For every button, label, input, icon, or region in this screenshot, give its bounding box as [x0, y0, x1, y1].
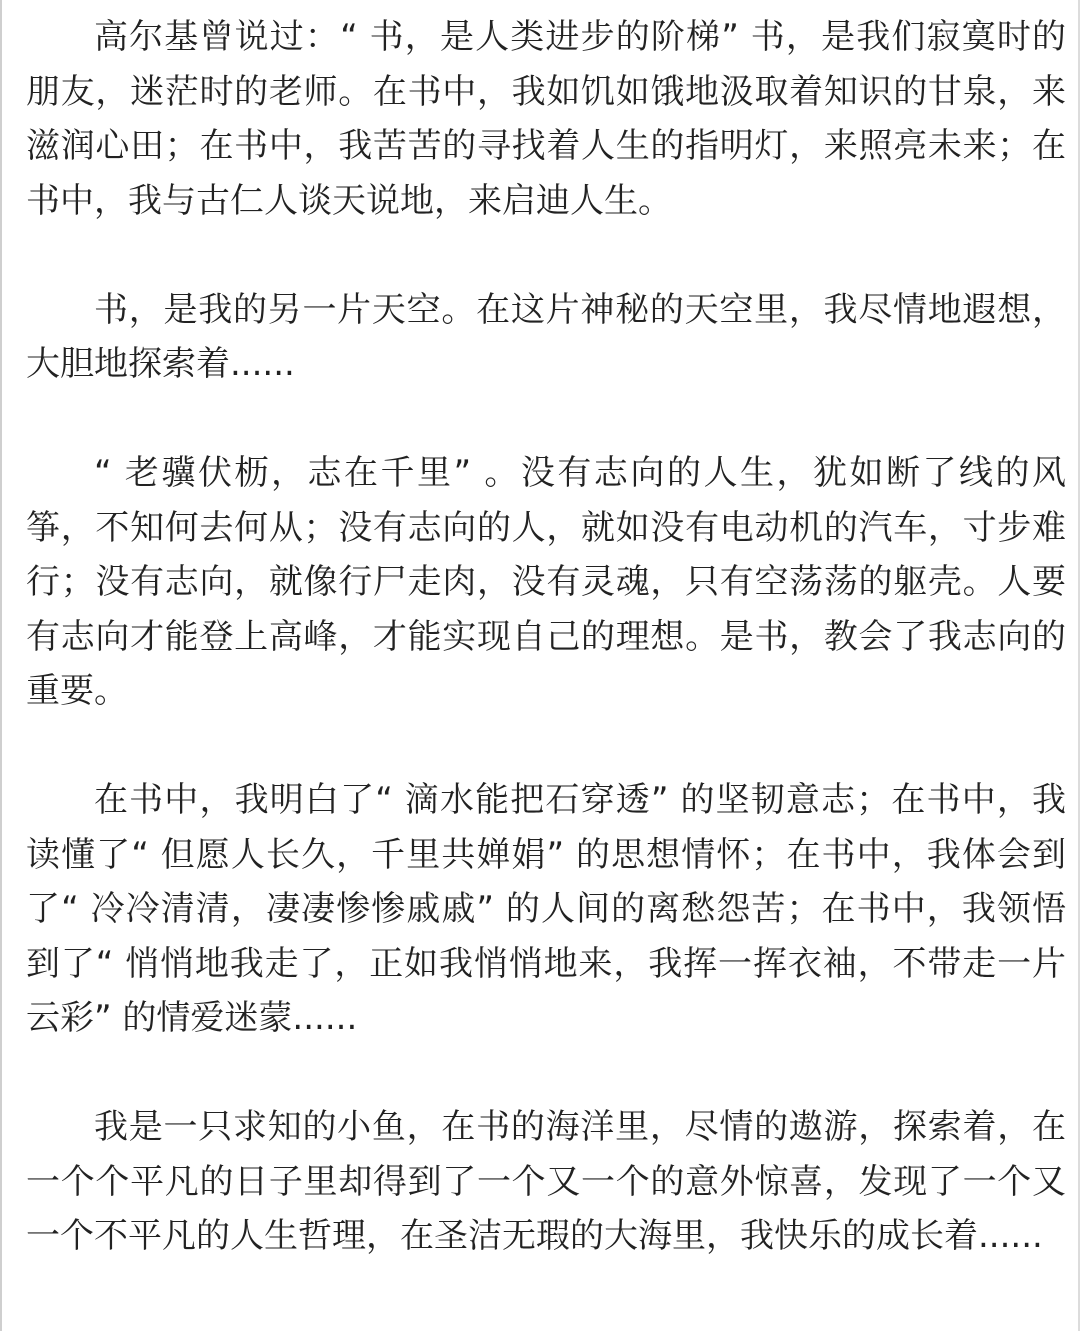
paragraph-2: 书，是我的另一片天空。在这片神秘的天空里，我尽情地遐想，大胆地探索着...... [26, 289, 1066, 384]
paragraph-spacer [26, 1046, 1066, 1101]
paragraph-spacer [26, 719, 1066, 774]
paragraph-spacer [26, 392, 1066, 447]
paragraph-1: 高尔基曾说过：“ 书，是人类进步的阶梯” 书，是我们寂寞时的朋友，迷茫时的老师。在书中，我如饥如饿地汲取着知识的甘泉，来滋润心田；在书中，我苦苦的寻找着人生的指明灯，来照亮未来；在书中，我与古仁人谈天说地，来启迪人生。 [26, 17, 1066, 221]
paragraph-spacer [26, 228, 1066, 283]
paragraph-4: 在书中，我明白了“ 滴水能把石穿透” 的坚韧意志；在书中，我读懂了“ 但愿人长久，千里共婵娟” 的思想情怀；在书中，我体会到了“ 冷冷清清，凄凄惨惨戚戚” 的人间的离愁怨苦；在书中，我领悟到了“ 悄悄地我走了，正如我悄悄地来，我挥一挥衣袖，不带走一片云彩” 的情爱迷蒙...... [26, 780, 1066, 1038]
paragraph-3: “ 老骥伏枥，志在千里” 。没有志向的人生，犹如断了线的风筝，不知何去何从；没有志向的人，就如没有电动机的汽车，寸步难行；没有志向，就像行尸走肉，没有灵魂，只有空荡荡的躯壳。人要有志向才能登上高峰，才能实现自己的理想。是书，教会了我志向的重要。 [26, 453, 1066, 711]
essay-body [26, 10, 1066, 1264]
paragraph-5: 我是一只求知的小鱼，在书的海洋里，尽情的遨游，探索着，在一个个平凡的日子里却得到了一个又一个的意外惊喜，发现了一个又一个不平凡的人生哲理，在圣洁无瑕的大海里，我快乐的成长着...... [26, 1107, 1066, 1256]
